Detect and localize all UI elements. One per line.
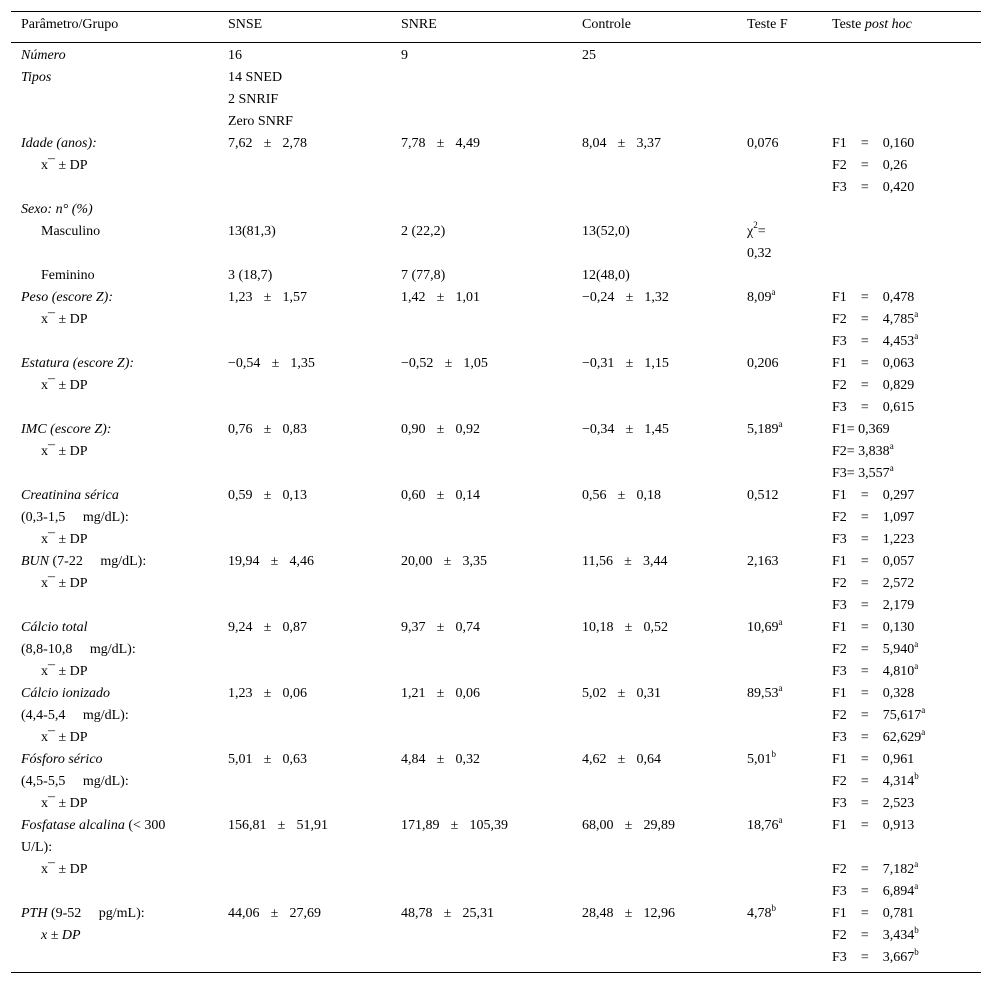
bottom-rule: [11, 972, 981, 973]
cell-teste-f: 8,09$^a$: [747, 287, 776, 305]
cell-snre: 20,00 ± 3,35: [401, 554, 487, 569]
row-tipos-2: [11, 89, 981, 111]
row-estatura-3: [11, 397, 981, 419]
cell-controle: 5,02 ± 0,31: [582, 686, 661, 701]
row-imc-3: [11, 463, 981, 485]
cell-snse: 1,23 ± 1,57: [228, 290, 307, 305]
cell-post-hoc: F3 = 4,810$^a$: [832, 661, 919, 679]
label-peso: Peso (escore Z):: [21, 290, 114, 305]
row-peso-2: [11, 309, 981, 331]
row-bun-2: [11, 573, 981, 595]
row-pth-2: [11, 925, 981, 947]
label-range: (0,3-1,5 mg/dL):: [21, 510, 129, 525]
cell-controle: −0,34 ± 1,45: [582, 422, 669, 437]
row-calcio-ionizado-2: [11, 705, 981, 727]
row-calcio-total-3: [11, 661, 981, 683]
cell-snse: 1,23 ± 0,06: [228, 686, 307, 701]
header-controle: Controle: [582, 17, 631, 32]
cell-controle: 13(52,0): [582, 224, 630, 239]
cell-post-hoc: F1= 0,369: [832, 422, 890, 437]
cell-post-hoc: F3 = 1,223: [832, 532, 915, 547]
row-tipos: [11, 67, 981, 89]
row-sexo: [11, 199, 981, 221]
cell-teste-f: 2,163: [747, 554, 779, 569]
row-estatura-2: [11, 375, 981, 397]
row-calcio-ionizado-3: [11, 727, 981, 749]
cell-snre: 0,60 ± 0,14: [401, 488, 480, 503]
row-fosfatase-2: [11, 837, 981, 859]
table-header: [11, 12, 981, 42]
header-snse: SNSE: [228, 17, 263, 32]
cell-snre: 9,37 ± 0,74: [401, 620, 480, 635]
label-mean-sd: x¯ ± DP: [41, 730, 88, 745]
label-creatinina: Creatinina sérica: [21, 488, 119, 503]
cell-post-hoc: F3 = 62,629$^a$: [832, 727, 926, 745]
row-pth: [11, 903, 981, 925]
cell-snre: 9: [401, 48, 408, 63]
cell-snse: Zero SNRF: [228, 114, 293, 129]
cell-post-hoc: F2= 3,838$^a$: [832, 441, 894, 459]
cell-teste-f: 0,512: [747, 488, 779, 503]
cell-snse: 19,94 ± 4,46: [228, 554, 314, 569]
row-calcio-ionizado: [11, 683, 981, 705]
label-idade: Idade (anos):: [21, 136, 97, 151]
label-range: U/L):: [21, 840, 53, 855]
row-fosforo-2: [11, 771, 981, 793]
label-range: (4,5-5,5 mg/dL):: [21, 774, 129, 789]
row-calcio-total-2: [11, 639, 981, 661]
cell-controle: 4,62 ± 0,64: [582, 752, 661, 767]
label-mean-sd: x¯ ± DP: [41, 378, 88, 393]
header-post-hoc: Teste post hoc: [832, 17, 912, 32]
cell-post-hoc: F2 = 7,182$^a$: [832, 859, 919, 877]
label-fosfatase: Fosfatase alcalina (< 300: [21, 818, 166, 833]
label-mean-sd: x¯ ± DP: [41, 532, 88, 547]
cell-snre: −0,52 ± 1,05: [401, 356, 488, 371]
cell-teste-f: 18,76$^a$: [747, 815, 783, 833]
label-numero: Número: [21, 48, 66, 63]
label-bun: BUN (7-22 mg/dL):: [21, 554, 147, 569]
cell-post-hoc: F3 = 0,615: [832, 400, 915, 415]
cell-teste-f: 4,78$^b$: [747, 903, 776, 921]
row-masculino-2: [11, 243, 981, 265]
label-calcio-ionizado: Cálcio ionizado: [21, 686, 111, 701]
cell-controle: 28,48 ± 12,96: [582, 906, 675, 921]
cell-snse: 5,01 ± 0,63: [228, 752, 307, 767]
cell-snre: 171,89 ± 105,39: [401, 818, 508, 833]
cell-snse: 16: [228, 48, 242, 63]
cell-teste-f: 0,206: [747, 356, 779, 371]
cell-controle: −0,31 ± 1,15: [582, 356, 669, 371]
row-idade: [11, 133, 981, 155]
row-numero: [11, 45, 981, 67]
header-snre: SNRE: [401, 17, 437, 32]
cell-snse: 14 SNED: [228, 70, 283, 85]
cell-snse: 13(81,3): [228, 224, 276, 239]
row-idade-2: [11, 155, 981, 177]
row-fosfatase-3: [11, 859, 981, 881]
cell-post-hoc: F2 = 1,097: [832, 510, 915, 525]
cell-post-hoc: F1 = 0,478: [832, 290, 915, 305]
cell-snse: 156,81 ± 51,91: [228, 818, 328, 833]
label-fosforo: Fósforo sérico: [21, 752, 103, 767]
label-mean-sd: x¯ ± DP: [41, 444, 88, 459]
cell-post-hoc: F2 = 4,785$^a$: [832, 309, 919, 327]
cell-controle: 8,04 ± 3,37: [582, 136, 661, 151]
cell-snre: 7,78 ± 4,49: [401, 136, 480, 151]
label-feminino: Feminino: [41, 268, 95, 283]
label-mean-sd: x¯ ± DP: [41, 312, 88, 327]
row-imc: [11, 419, 981, 441]
cell-post-hoc: F2 = 4,314$^b$: [832, 771, 919, 789]
cell-snse: 2 SNRIF: [228, 92, 279, 107]
cell-post-hoc: F3 = 6,894$^a$: [832, 881, 919, 899]
row-calcio-total: [11, 617, 981, 639]
cell-post-hoc: F1 = 0,160: [832, 136, 915, 151]
row-fosforo: [11, 749, 981, 771]
label-pth: PTH (9-52 pg/mL):: [21, 906, 145, 921]
row-bun: [11, 551, 981, 573]
row-tipos-3: [11, 111, 981, 133]
row-peso: [11, 287, 981, 309]
row-estatura: [11, 353, 981, 375]
row-fosfatase: [11, 815, 981, 837]
cell-teste-f: 5,01$^b$: [747, 749, 776, 767]
cell-snse: 9,24 ± 0,87: [228, 620, 307, 635]
cell-post-hoc: F2 = 75,617$^a$: [832, 705, 926, 723]
cell-snse: 0,59 ± 0,13: [228, 488, 307, 503]
label-mean-sd: x¯ ± DP: [41, 576, 88, 591]
cell-post-hoc: F2 = 3,434$^b$: [832, 925, 919, 943]
row-creatinina-3: [11, 529, 981, 551]
cell-snre: 0,90 ± 0,92: [401, 422, 480, 437]
cell-teste-f: 5,189$^a$: [747, 419, 783, 437]
cell-post-hoc: F1 = 0,913: [832, 818, 915, 833]
cell-post-hoc: F3 = 2,523: [832, 796, 915, 811]
label-range: (4,4-5,4 mg/dL):: [21, 708, 129, 723]
label-calcio-total: Cálcio total: [21, 620, 88, 635]
cell-teste-f: 10,69$^a$: [747, 617, 783, 635]
cell-snre: 1,21 ± 0,06: [401, 686, 480, 701]
row-creatinina: [11, 485, 981, 507]
cell-post-hoc: F1 = 0,063: [832, 356, 915, 371]
row-idade-3: [11, 177, 981, 199]
label-mean-sd: x¯ ± DP: [41, 158, 88, 173]
label-mean-sd: x¯ ± DP: [41, 796, 88, 811]
row-creatinina-2: [11, 507, 981, 529]
label-sexo: Sexo: n° (%): [21, 202, 93, 217]
label-mean-sd: x¯ ± DP: [41, 862, 88, 877]
cell-post-hoc: F2 = 2,572: [832, 576, 915, 591]
cell-controle: 12(48,0): [582, 268, 630, 283]
header-param: Parâmetro/Grupo: [21, 17, 119, 32]
cell-controle: −0,24 ± 1,32: [582, 290, 669, 305]
row-fosforo-3: [11, 793, 981, 815]
cell-controle: 11,56 ± 3,44: [582, 554, 668, 569]
row-pth-3: [11, 947, 981, 969]
cell-post-hoc: F1 = 0,130: [832, 620, 915, 635]
cell-post-hoc: F3 = 0,420: [832, 180, 915, 195]
cell-post-hoc: F1 = 0,961: [832, 752, 915, 767]
label-mean-sd-pth: x ± DP: [41, 928, 81, 943]
cell-controle: 68,00 ± 29,89: [582, 818, 675, 833]
cell-post-hoc: F1 = 0,328: [832, 686, 915, 701]
cell-post-hoc: F2 = 0,26: [832, 158, 908, 173]
row-masculino: [11, 221, 981, 243]
cell-teste-f: 89,53$^a$: [747, 683, 783, 701]
cell-teste-f: 0,076: [747, 136, 779, 151]
cell-snre: 1,42 ± 1,01: [401, 290, 480, 305]
cell-snse: 44,06 ± 27,69: [228, 906, 321, 921]
row-feminino: [11, 265, 981, 287]
cell-controle: 25: [582, 48, 596, 63]
cell-controle: 10,18 ± 0,52: [582, 620, 668, 635]
cell-post-hoc: F3 = 4,453$^a$: [832, 331, 919, 349]
cell-snre: 48,78 ± 25,31: [401, 906, 494, 921]
cell-snre: 2 (22,2): [401, 224, 446, 239]
row-bun-3: [11, 595, 981, 617]
label-range: (8,8-10,8 mg/dL):: [21, 642, 136, 657]
label-imc: IMC (escore Z):: [21, 422, 112, 437]
cell-post-hoc: F1 = 0,781: [832, 906, 915, 921]
cell-snse: 7,62 ± 2,78: [228, 136, 307, 151]
cell-snse: 3 (18,7): [228, 268, 273, 283]
cell-snse: 0,76 ± 0,83: [228, 422, 307, 437]
header-teste-f: Teste F: [747, 17, 788, 32]
cell-post-hoc: F2 = 0,829: [832, 378, 915, 393]
results-table: [11, 11, 981, 973]
label-mean-sd: x¯ ± DP: [41, 664, 88, 679]
cell-snse: −0,54 ± 1,35: [228, 356, 315, 371]
cell-snre: 7 (77,8): [401, 268, 446, 283]
label-masculino: Masculino: [41, 224, 101, 239]
row-imc-2: [11, 441, 981, 463]
cell-chi-square: $\chi^2=$: [747, 220, 766, 239]
cell-post-hoc: F3 = 2,179: [832, 598, 915, 613]
cell-post-hoc: F3 = 3,667$^b$: [832, 947, 919, 965]
cell-chi-value: 0,32: [747, 246, 772, 261]
label-tipos: Tipos: [21, 70, 52, 85]
row-fosfatase-4: [11, 881, 981, 903]
cell-post-hoc: F1 = 0,057: [832, 554, 915, 569]
cell-snre: 4,84 ± 0,32: [401, 752, 480, 767]
cell-controle: 0,56 ± 0,18: [582, 488, 661, 503]
cell-post-hoc: F1 = 0,297: [832, 488, 915, 503]
row-peso-3: [11, 331, 981, 353]
label-estatura: Estatura (escore Z):: [21, 356, 135, 371]
cell-post-hoc: F2 = 5,940$^a$: [832, 639, 919, 657]
cell-post-hoc: F3= 3,557$^a$: [832, 463, 894, 481]
